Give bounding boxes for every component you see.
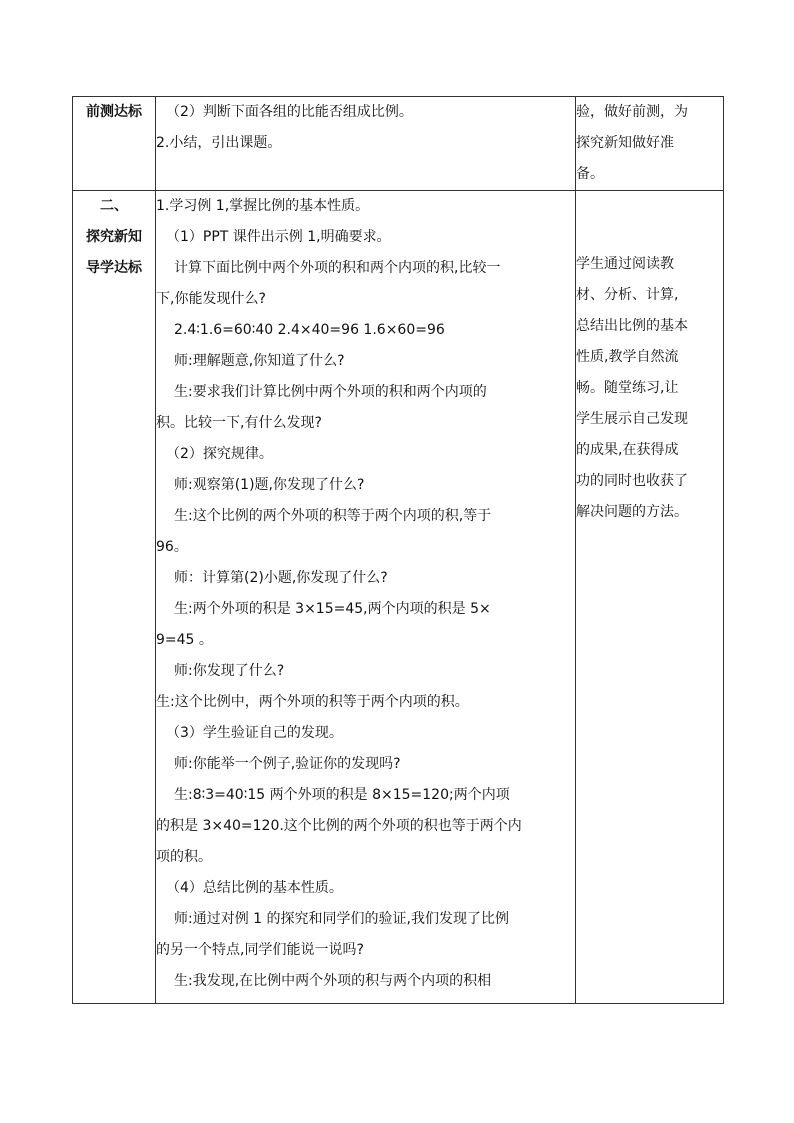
content-line: 1.学习例 1,掌握比例的基本性质。 (156, 198, 370, 214)
content-line: 生:8∶3=40∶15 两个外项的积是 8×15=120;两个内项 (174, 787, 510, 803)
lesson-plan-table (72, 96, 724, 1004)
content-line: 生:我发现,在比例中两个外项的积与两个内项的积相 (174, 973, 492, 989)
intent-line: 备。 (576, 166, 604, 182)
content-line: 生:这个比例的两个外项的积等于两个内项的积,等于 (174, 508, 492, 524)
content-line: （2）探究规律。 (166, 446, 273, 462)
content-line: 师：计算第(2)小题,你发现了什么? (174, 570, 388, 586)
content-line: （1）PPT 课件出示例 1,明确要求。 (166, 229, 391, 245)
content-line: 生:要求我们计算比例中两个外项的积和两个内项的 (174, 384, 487, 400)
intent-line: 功的同时也收获了 (576, 473, 688, 489)
content-line: 2.小结，引出课题。 (156, 135, 282, 151)
stage-number: 二、 (100, 198, 128, 214)
content-line: 师:理解题意,你知道了什么? (174, 353, 345, 369)
content-line: （4）总结比例的基本性质。 (166, 880, 343, 896)
content-line: 计算下面比例中两个外项的积和两个内项的积,比较一 (174, 260, 501, 276)
intent-cell (576, 191, 724, 1004)
intent-cell (576, 97, 724, 191)
intent-line: 验，做好前测，为 (576, 104, 688, 120)
content-line: 师:你发现了什么? (174, 663, 285, 679)
stage-cell (73, 97, 156, 191)
intent-line: 性质,教学自然流 (576, 349, 679, 365)
intent-line: 的成果,在获得成 (576, 442, 679, 458)
content-line: 9=45 。 (156, 632, 213, 648)
content-line: 96。 (156, 539, 188, 555)
intent-line: 学生展示自己发现 (576, 411, 688, 427)
table-row-pretest (73, 97, 724, 191)
content-cell (156, 191, 576, 1004)
content-line: 下,你能发现什么? (156, 291, 266, 307)
stage-label: 导学达标 (86, 260, 142, 276)
content-line: 积。比较一下,有什么发现? (156, 415, 322, 431)
intent-line: 总结出比例的基本 (576, 318, 688, 334)
content-line: 的积是 3×40=120.这个比例的两个外项的积也等于两个内 (156, 818, 522, 834)
content-line: 项的积。 (156, 849, 212, 865)
stage-label: 前测达标 (86, 104, 142, 120)
content-line: 的另一个特点,同学们能说一说吗? (156, 942, 364, 958)
content-line: （2）判断下面各组的比能否组成比例。 (166, 104, 413, 120)
intent-line: 畅。随堂练习,让 (576, 380, 679, 396)
content-cell (156, 97, 576, 191)
content-line: （3）学生验证自己的发现。 (166, 725, 343, 741)
content-line: 师:通过对例 1 的探究和同学们的验证,我们发现了比例 (174, 911, 509, 927)
intent-line: 探究新知做好准 (576, 135, 674, 151)
content-line: 生:这个比例中，两个外项的积等于两个内项的积。 (156, 694, 469, 710)
intent-line: 学生通过阅读教 (576, 256, 674, 272)
stage-cell (73, 191, 156, 1004)
table-row-explore (73, 191, 724, 1004)
intent-line: 材、分析、计算, (576, 287, 679, 303)
content-line: 师:观察第(1)题,你发现了什么? (174, 477, 365, 493)
intent-line: 解决问题的方法。 (576, 504, 688, 520)
stage-label: 探究新知 (86, 229, 142, 245)
content-line: 生:两个外项的积是 3×15=45,两个内项的积是 5× (174, 601, 491, 617)
content-line: 2.4∶1.6=60∶40 2.4×40=96 1.6×60=96 (174, 322, 445, 338)
content-line: 师:你能举一个例子,验证你的发现吗? (174, 756, 401, 772)
